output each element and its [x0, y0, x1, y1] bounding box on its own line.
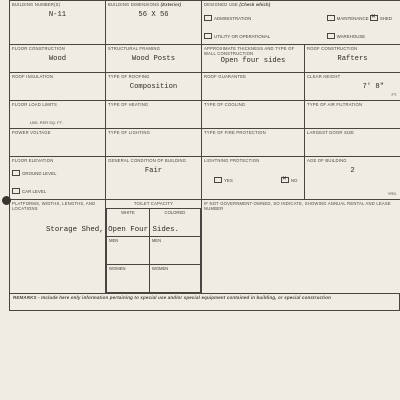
lightning-yes-checkbox[interactable] [214, 177, 222, 183]
platforms-label: PLATFORMS, WIDTHS, LENGTHS, AND LOCATIONS [12, 201, 96, 211]
lightning-no-option: NO [290, 177, 298, 183]
age-of-building-cell [305, 157, 400, 200]
toilet-capacity-label: TOILET CAPACITY [133, 201, 174, 206]
wall-construction-value: Open four sides [220, 57, 286, 65]
building-dimensions-cell [106, 1, 202, 45]
punch-hole [2, 196, 11, 205]
maintenance-checkbox[interactable] [327, 15, 335, 21]
utility-option: UTILITY OR OPERATIONAL [214, 33, 271, 39]
maintenance-option: MAINTENANCE [336, 15, 369, 21]
building-number-cell [10, 1, 106, 45]
roof-construction-value: Rafters [337, 55, 368, 63]
lightning-protection-cell [202, 157, 305, 200]
designed-use-note: (Check which) [239, 2, 271, 7]
cooling-label: TYPE OF COOLING [204, 102, 246, 107]
roof-insulation-cell [10, 73, 106, 101]
white-header: WHITE [107, 209, 150, 237]
lightning-protection-label: LIGHTNING PROTECTION [204, 158, 260, 163]
roof-construction-label: ROOF CONSTRUCTION [307, 46, 358, 51]
roof-guarantee-cell [202, 73, 305, 101]
car-level-option: CAR LEVEL [22, 188, 47, 194]
women-colored-cell: WOMEN [149, 265, 200, 293]
type-of-roofing-label: TYPE OF ROOFING [108, 74, 150, 79]
condition-value: Fair [144, 167, 163, 175]
shed-option: SHED [379, 15, 393, 21]
structural-framing-label: STRUCTURAL FRAMING [108, 46, 161, 51]
shed-checkbox-checked[interactable] [370, 15, 378, 21]
structural-framing-value: Wood Posts [131, 55, 176, 63]
utility-checkbox[interactable] [204, 33, 212, 39]
toilet-capacity-table [106, 208, 201, 293]
building-dimensions-label: BUILDING DIMENSIONS [108, 2, 160, 7]
condition-cell [106, 157, 202, 200]
administration-checkbox[interactable] [204, 15, 212, 21]
building-dimensions-note: (Exterior) [160, 2, 182, 7]
ground-level-checkbox[interactable] [12, 170, 20, 176]
men-colored-cell: MEN [149, 237, 200, 265]
administration-option: ADMINISTRATION [214, 15, 252, 21]
warehouse-option: WAREHOUSE [336, 33, 366, 39]
type-of-roofing-value: Composition [129, 83, 178, 91]
door-size-cell [305, 129, 400, 157]
condition-label: GENERAL CONDITION OF BUILDING [108, 158, 187, 163]
lightning-no-checkbox-checked[interactable] [281, 177, 289, 183]
cooling-cell [202, 101, 305, 129]
floor-construction-value: Wood [48, 55, 67, 63]
lease-cell [202, 200, 400, 294]
lightning-yes-option: YES [224, 177, 233, 183]
floor-construction-cell [10, 45, 106, 73]
designed-use-label: DESIGNED USE [204, 2, 239, 7]
type-of-roofing-cell [106, 73, 202, 101]
floor-load-cell [10, 101, 106, 129]
air-filtration-cell [305, 101, 400, 129]
roof-insulation-label: ROOF INSULATION [12, 74, 54, 79]
power-voltage-cell [10, 129, 106, 157]
door-size-label: LARGEST DOOR SIZE [307, 130, 355, 135]
clear-height-unit: FT. [391, 92, 398, 97]
roof-guarantee-label: ROOF GUARANTEE [204, 74, 247, 79]
women-white-cell: WOMEN [107, 265, 150, 293]
floor-load-unit: LBS. PER SQ. FT. [30, 120, 63, 125]
car-level-checkbox[interactable] [12, 188, 20, 194]
floor-construction-label: FLOOR CONSTRUCTION [12, 46, 65, 51]
heating-label: TYPE OF HEATING [108, 102, 149, 107]
platforms-cell [10, 200, 106, 294]
floor-elevation-label: FLOOR ELEVATION [12, 158, 54, 163]
floor-elevation-cell [10, 157, 106, 200]
men-white-cell: MEN [107, 237, 150, 265]
clear-height-cell [305, 73, 400, 101]
floor-load-label: FLOOR LOAD LIMITS [12, 102, 58, 107]
clear-height-value: 7' 8" [362, 83, 385, 91]
toilet-capacity-cell [106, 200, 202, 294]
building-number-label: BUILDING NUMBER(S) [12, 2, 61, 7]
heating-cell [106, 101, 202, 129]
wall-construction-label: APPROXIMATE THICKNESS AND TYPE OF WALL CONSTRUCTION [204, 46, 295, 56]
lighting-cell [106, 129, 202, 157]
remarks-box [9, 294, 400, 311]
age-of-building-label: AGE OF BUILDING [307, 158, 347, 163]
age-of-building-unit: YRS. [387, 191, 398, 196]
roof-construction-cell [305, 45, 400, 73]
wall-construction-cell [202, 45, 305, 73]
building-dimensions-value: 56 X 56 [138, 11, 169, 19]
ground-level-option: GROUND LEVEL [22, 170, 57, 176]
air-filtration-label: TYPE OF AIR FILTRATION [307, 102, 363, 107]
building-record-form [9, 0, 400, 311]
age-of-building-value: 2 [350, 167, 355, 175]
clear-height-label: CLEAR HEIGHT [307, 74, 341, 79]
building-number-value: N-11 [48, 11, 67, 19]
power-voltage-label: POWER VOLTAGE [12, 130, 51, 135]
warehouse-checkbox[interactable] [327, 33, 335, 39]
lighting-label: TYPE OF LIGHTING [108, 130, 151, 135]
building-data-grid [9, 0, 400, 294]
remarks-label: REMARKS - Include here only information pertaining to special use and/or special equipment contained in building, or special construction [13, 295, 331, 300]
colored-header: COLORED [149, 209, 200, 237]
lease-label: IF NOT GOVERNMENT-OWNED, SO INDICATE, SHOWING ANNUAL RENTAL AND LEASE NUMBER [204, 201, 391, 211]
designed-use-cell [202, 1, 400, 45]
fire-protection-label: TYPE OF FIRE PROTECTION [204, 130, 266, 135]
fire-protection-cell [202, 129, 305, 157]
structural-framing-cell [106, 45, 202, 73]
remarks-body-text: Storage Shed, Open Four Sides. [46, 226, 180, 234]
